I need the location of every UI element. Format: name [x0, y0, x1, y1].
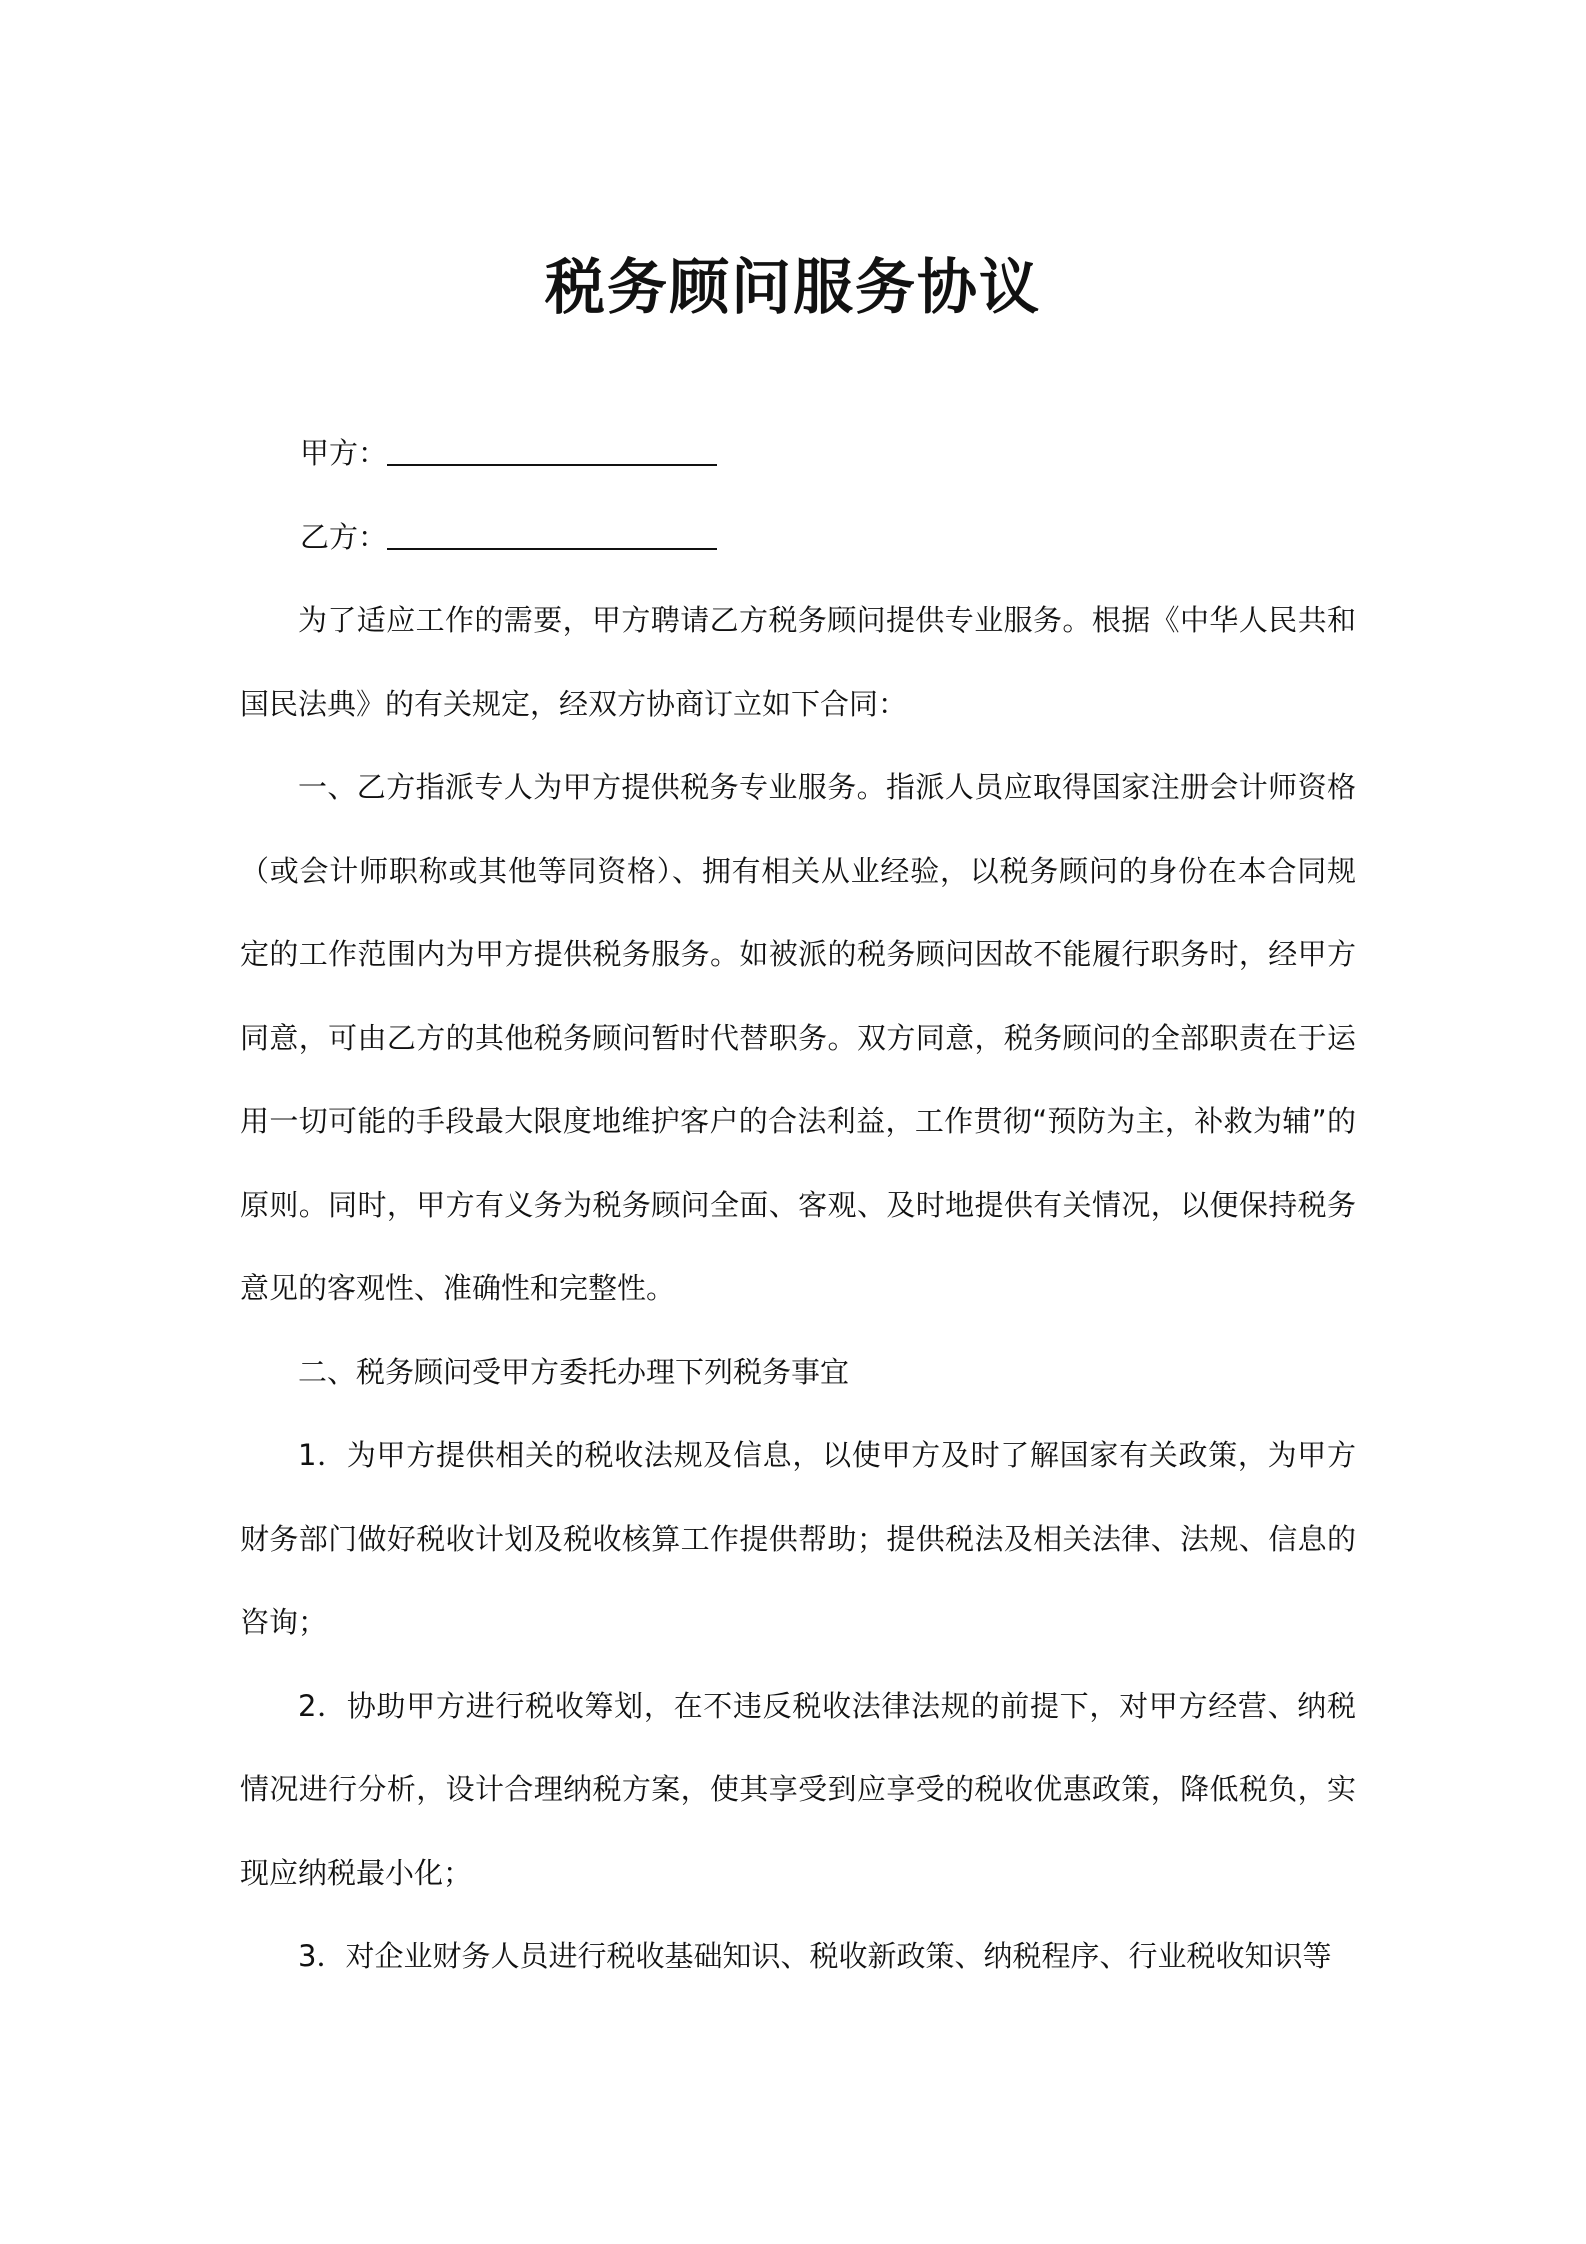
clause-1-paragraph: 一、乙方指派专人为甲方提供税务专业服务。指派人员应取得国家注册会计师资格（或会计师职称或其他等同资格）、拥有相关从业经验，以税务顾问的身份在本合同规定的工作范围内为甲方提供税务服务。如被派的税务顾问因故不能履行职务时，经甲方同意，可由乙方的其他税务顾问暂时代替职务。双方同意，税务顾问的全部职责在于运用一切可能的手段最大限度地维护客户的合法利益，工作贯彻“预防为主，补救为辅”的原则。同时，甲方有义务为税务顾问全面、客观、及时地提供有关情况，以便保持税务意见的客观性、准确性和完整性。	[240, 770, 1356, 1305]
party-b-blank	[387, 528, 717, 550]
document-title: 税务顾问服务协议	[545, 253, 1041, 323]
clause-2-item-2: 2．协助甲方进行税收筹划，在不违反税收法律法规的前提下，对甲方经营、纳税情况进行分析，设计合理纳税方案，使其享受到应享受的税收优惠政策，降低税负，实现应纳税最小化；	[240, 1688, 1356, 1890]
party-a-line	[300, 412, 1356, 496]
party-b-line	[300, 496, 1356, 580]
clause-2-item-3: 3．对企业财务人员进行税收基础知识、税收新政策、纳税程序、行业税收知识等	[298, 1939, 1332, 1973]
clause-2-heading: 二、税务顾问受甲方委托办理下列税务事宜	[298, 1354, 850, 1389]
document-body	[240, 412, 1356, 1999]
party-a-blank	[387, 444, 717, 466]
intro-paragraph: 为了适应工作的需要，甲方聘请乙方税务顾问提供专业服务。根据《中华人民共和国民法典》的有关规定，经双方协商订立如下合同：	[240, 603, 1356, 721]
party-b-label: 乙方：	[300, 519, 388, 554]
clause-2-item-1: 1．为甲方提供相关的税收法规及信息，以使甲方及时了解国家有关政策，为甲方财务部门做好税收计划及税收核算工作提供帮助；提供税法及相关法律、法规、信息的咨询；	[240, 1438, 1356, 1639]
party-a-label: 甲方：	[300, 436, 388, 470]
